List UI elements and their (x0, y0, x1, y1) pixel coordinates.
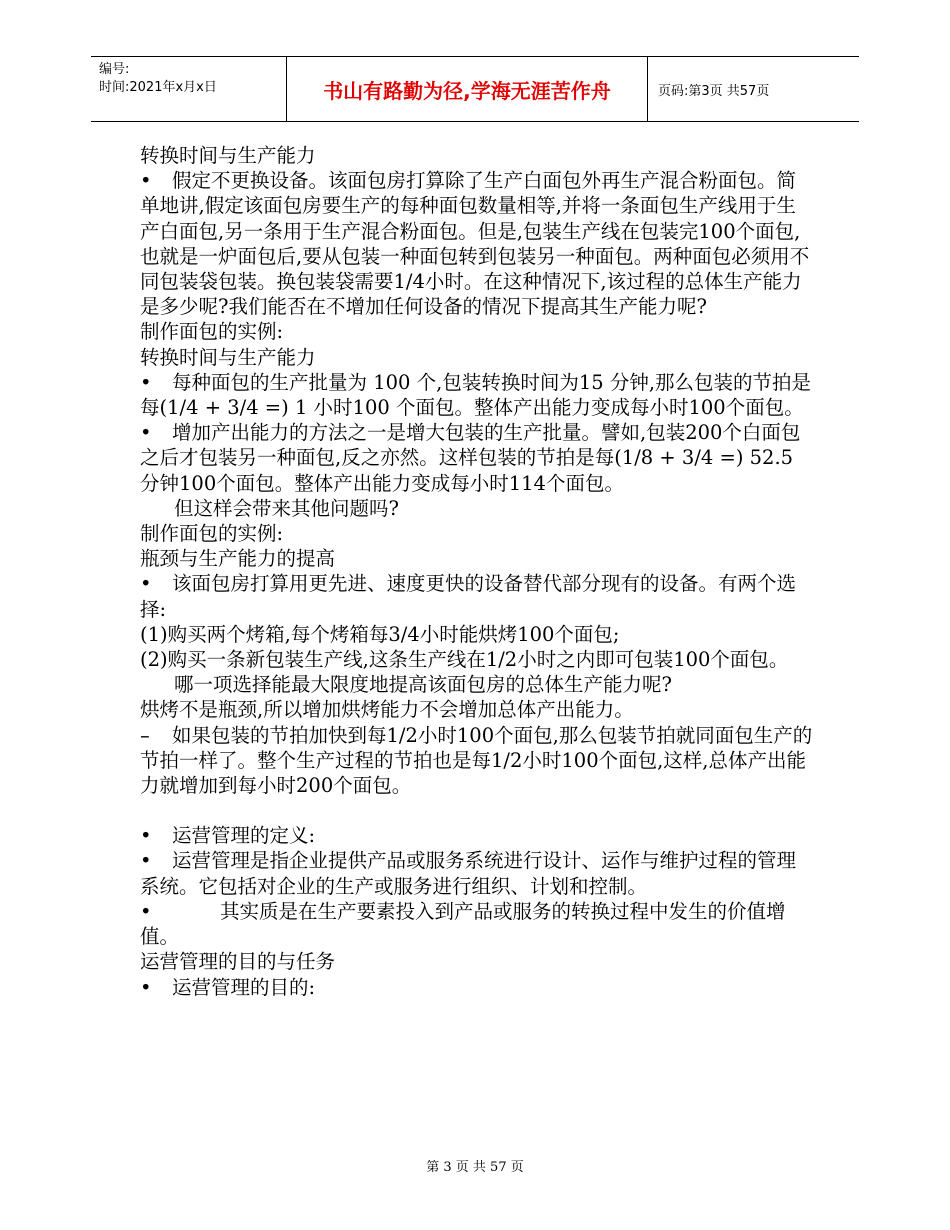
document-body (140, 143, 815, 1000)
document-number-label: 编号: (99, 62, 130, 77)
paragraph: 制作面包的实例: (140, 522, 284, 546)
paragraph: • 运营管理的目的: (140, 975, 815, 1000)
paragraph: 制作面包的实例: (140, 320, 284, 344)
paragraph: 瓶颈与生产能力的提高 (140, 547, 336, 571)
header-meta (91, 57, 286, 121)
paragraph: • 每种面包的生产批量为 100 个,包装转换时间为15 分钟,那么包装的节拍是每(1/4 + 3/4 =) 1 小时100 个面包。整体产出能力变成每小时100个面包。 (140, 370, 815, 420)
header-page-info: 页码:第3页 共57页 (658, 83, 770, 99)
paragraph: • 该面包房打算用更先进、速度更快的设备替代部分现有的设备。有两个选择: (140, 571, 815, 621)
page-footer: 第 3 页 共 57 页 (426, 1160, 524, 1175)
paragraph: 转换时间与生产能力 (140, 144, 316, 167)
paragraph: • 增加产出能力的方法之一是增大包装的生产批量。譬如,包装200个白面包之后才包装另一种面包,反之亦然。这样包装的节拍是每(1/8 + 3/4 =) 52.5 分钟100个面包。整体产出能力变成每小时114个面包。 (140, 420, 815, 496)
paragraph: • 运营管理的定义: (140, 823, 815, 848)
paragraph: 烘烤不是瓶颈,所以增加烘烤能力不会增加总体产出能力。 (140, 698, 634, 722)
paragraph: 但这样会带来其他问题吗? (174, 496, 399, 520)
paragraph: (2)购买一条新包装生产线,这条生产线在1/2小时之内即可包装100个面包。 (140, 648, 789, 672)
paragraph: (1)购买两个烤箱,每个烤箱每3/4小时能烘烤100个面包; (140, 622, 620, 646)
paragraph: 转换时间与生产能力 (140, 345, 316, 369)
header-motto: 书山有路勤为径,学海无涯苦作舟 (286, 57, 648, 121)
paragraph: 运营管理的目的与任务 (140, 950, 336, 974)
document-time-label: 时间:2021年x月x日 (99, 80, 217, 95)
page-header (91, 56, 859, 122)
paragraph: – 如果包装的节拍加快到每1/2小时100个面包,那么包装节拍就同面包生产的节拍一样了。整个生产过程的节拍也是每1/2小时100个面包,这样,总体产出能力就增加到每小时200个面包。 (140, 723, 815, 799)
paragraph: • 假定不更换设备。该面包房打算除了生产白面包外再生产混合粉面包。简单地讲,假定该面包房要生产的每种面包数量相等,并将一条面包生产线用于生产白面包,另一条用于生产混合粉面包。但是,包装生产线在包装完100个面包,也就是一炉面包后,要从包装一种面包转到包装另一种面包。两种面包必须用不同包装袋包装。换包装袋需要1/4小时。在这种情况下,该过程的总体生产能力是多少呢?我们能否在不增加任何设备的情况下提高其生产能力呢? (140, 168, 815, 319)
paragraph: • 运营管理是指企业提供产品或服务系统进行设计、运作与维护过程的管理系统。它包括对企业的生产或服务进行组织、计划和控制。 (140, 848, 815, 898)
paragraph-spacer (140, 798, 815, 823)
paragraph: • 其实质是在生产要素投入到产品或服务的转换过程中发生的价值增值。 (140, 899, 815, 949)
paragraph: 哪一项选择能最大限度地提高该面包房的总体生产能力呢? (174, 673, 672, 697)
